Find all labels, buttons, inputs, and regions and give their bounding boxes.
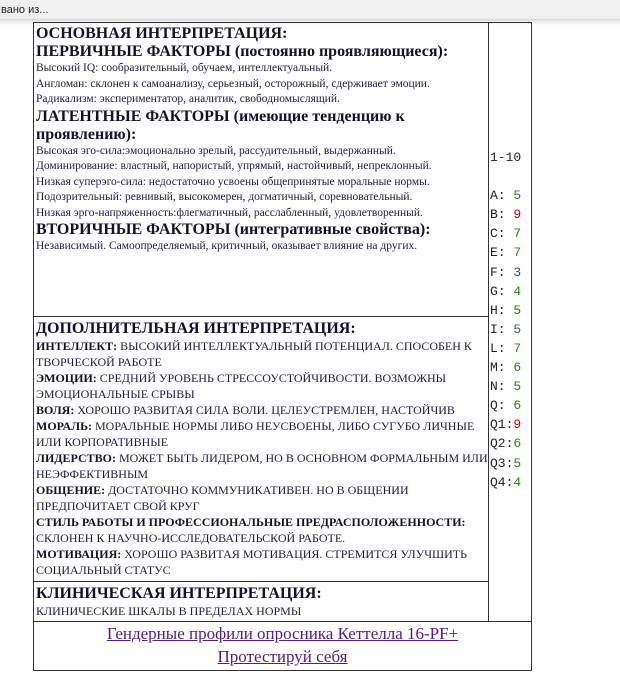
additional-item-morals <box>36 418 488 450</box>
score-value: 6 <box>513 360 522 376</box>
score-value: 6 <box>513 398 522 414</box>
primary-factor: Радикализм: экспериментатор, аналитик, свободномыслящий. <box>36 93 340 105</box>
latent-factor: Низкая суперэго-сила: недостаточно усвоены общепринятые моральные нормы. <box>36 175 430 188</box>
score-row <box>490 243 521 262</box>
clinical-heading: КЛИНИЧЕСКАЯ ИНТЕРПРЕТАЦИЯ: <box>36 585 322 602</box>
gender-profiles-link[interactable]: Гендерные профили опросника Кеттелла 16-PF+ <box>106 624 459 643</box>
item-label: СТИЛЬ РАБОТЫ И ПРОФЕССИОНАЛЬНЫЕ ПРЕДРАСПОЛОЖЕННОСТИ: <box>36 515 466 529</box>
score-value: 6 <box>513 436 522 452</box>
score-label: E: <box>490 245 506 261</box>
scores-list <box>490 186 521 492</box>
item-label: ЛИДЕРСТВО: <box>36 451 117 465</box>
additional-item-leadership <box>36 450 488 482</box>
score-label: F: <box>490 264 506 280</box>
score-label: Q4: <box>490 474 514 490</box>
score-value: 5 <box>513 455 522 471</box>
item-text: СРЕДНИЙ УРОВЕНЬ СТРЕССОУСТОЙЧИВОСТИ. ВОЗМОЖНЫ ЭМОЦИОНАЛЬНЫЕ СРЫВЫ <box>36 371 447 401</box>
additional-list <box>36 338 488 578</box>
score-label: Q1: <box>490 417 514 433</box>
item-label: ИНТЕЛЛЕКТ: <box>36 339 118 353</box>
score-value: 5 <box>513 188 522 204</box>
basic-heading: ОСНОВНАЯ ИНТЕРПРЕТАЦИЯ: <box>36 25 288 42</box>
score-label: Q2: <box>490 436 514 452</box>
score-label: M: <box>490 360 506 376</box>
score-value: 7 <box>513 245 522 261</box>
status-text: вано из... <box>1 4 49 16</box>
secondary-factors-text: Независимый. Самоопределяемый, критичный, оказывает влияние на других. <box>36 240 418 252</box>
scores-spacer <box>490 167 521 186</box>
additional-heading: ДОПОЛНИТЕЛЬНАЯ ИНТЕРПРЕТАЦИЯ: <box>36 320 356 337</box>
score-value: 3 <box>513 264 522 280</box>
latent-factors-heading: ЛАТЕНТНЫЕ ФАКТОРЫ (имеющие тенденцию к проявлению): <box>36 107 405 143</box>
footer-links <box>33 622 532 668</box>
score-label: Q: <box>490 398 506 414</box>
score-label: Q3: <box>490 455 514 471</box>
score-row <box>490 377 521 396</box>
item-text: СКЛОНЕН К НАУЧНО-ИССЛЕДОВАТЕЛЬСКОЙ РАБОТЕ. <box>36 531 346 545</box>
scores-column <box>490 148 521 492</box>
scores-range-label: 1-10 <box>490 150 522 165</box>
score-label: I: <box>490 321 506 337</box>
primary-factor: Англоман: склонен к самоанализу, серьезный, осторожный, сдерживает эмоции. <box>36 77 430 90</box>
item-text: ХОРОШО РАЗВИТАЯ МОТИВАЦИЯ. СТРЕМИТСЯ УЛУЧШИТЬ СОЦИАЛЬНЫЙ СТАТУС <box>36 547 467 577</box>
additional-interpretation <box>36 320 488 578</box>
score-label: B: <box>490 207 506 223</box>
additional-item-communication <box>36 482 488 514</box>
score-row <box>490 454 521 473</box>
basic-interpretation <box>36 25 488 255</box>
score-row <box>490 263 521 282</box>
score-label: N: <box>490 379 506 395</box>
score-row <box>490 282 521 301</box>
score-value: 4 <box>513 283 522 299</box>
score-row <box>490 301 521 320</box>
additional-item-emotions <box>36 370 488 402</box>
score-row <box>490 205 521 224</box>
score-row <box>490 320 521 339</box>
score-value: 4 <box>513 474 522 490</box>
latent-factor: Высокая эго-сила:эмоционально зрелый, рассудительный, выдержанный. <box>36 144 396 157</box>
score-row <box>490 224 521 243</box>
score-label: C: <box>490 226 506 242</box>
divider-additional <box>33 581 489 582</box>
item-label: МОРАЛЬ: <box>36 419 92 433</box>
item-label: МОТИВАЦИЯ: <box>36 547 122 561</box>
score-value: 7 <box>513 226 522 242</box>
score-row <box>490 186 521 205</box>
clinical-text: КЛИНИЧЕСКИЕ ШКАЛЫ В ПРЕДЕЛАХ НОРМЫ <box>36 604 302 618</box>
item-label: ЭМОЦИИ: <box>36 371 97 385</box>
primary-factors-heading: ПЕРВИЧНЫЕ ФАКТОРЫ (постоянно проявляющиеся): <box>36 43 449 60</box>
item-text: ХОРОШО РАЗВИТАЯ СИЛА ВОЛИ. ЦЕЛЕУСТРЕМЛЕН, НАСТОЙЧИВ <box>74 403 455 417</box>
score-label: A: <box>490 188 506 204</box>
latent-factor: Доминирование: властный, напористый, упрямый, настойчивый, непреклонный. <box>36 160 432 172</box>
latent-factors-list <box>36 144 488 222</box>
primary-factors-list <box>36 61 488 108</box>
score-label: G: <box>490 283 506 299</box>
item-label: ВОЛЯ: <box>36 403 75 417</box>
score-label: H: <box>490 302 506 318</box>
clinical-interpretation <box>36 585 488 619</box>
primary-factor: Высокий IQ: сообразительный, обучаем, интеллектуальный. <box>36 62 333 74</box>
score-row <box>490 473 521 492</box>
secondary-factors-heading: ВТОРИЧНЫЕ ФАКТОРЫ (интегративные свойства): <box>36 221 431 238</box>
additional-item-motivation <box>36 546 488 578</box>
item-text: ДОСТАТОЧНО КОММУНИКАТИВЕН. НО В ОБЩЕНИИ ПРЕДПОЧИТАЕТ СВОЙ КРУГ <box>36 483 409 513</box>
take-test-link[interactable]: Протестируй себя <box>217 647 348 666</box>
latent-factor: Низкая эрго-напряженность:флегматичный, расслабленный, удовлетворенный. <box>36 206 423 219</box>
score-value: 5 <box>513 321 522 337</box>
score-value: 5 <box>513 302 522 318</box>
item-text: ВЫСОКИЙ ИНТЕЛЛЕКТУАЛЬНЫЙ ПОТЕНЦИАЛ. СПОСОБЕН К ТВОРЧЕСКОЙ РАБОТЕ <box>36 339 472 369</box>
additional-item-intellect <box>36 338 488 370</box>
score-row <box>490 434 521 453</box>
score-value: 9 <box>513 417 522 433</box>
score-row <box>490 396 521 415</box>
latent-factor: Подозрительный: ревнивый, высокомерен, догматичный, соревновательный. <box>36 191 413 203</box>
item-label: ОБЩЕНИЕ: <box>36 483 106 497</box>
score-value: 7 <box>513 340 522 356</box>
score-label: L: <box>490 340 506 356</box>
score-value: 9 <box>513 207 522 223</box>
score-row <box>490 415 521 434</box>
score-row <box>490 339 521 358</box>
status-bar <box>0 0 620 20</box>
score-row <box>490 358 521 377</box>
additional-item-will <box>36 402 488 418</box>
score-value: 5 <box>513 379 522 395</box>
divider-basic <box>33 316 489 317</box>
item-text: МОРАЛЬНЫЕ НОРМЫ ЛИБО НЕУСВОЕНЫ, ЛИБО СУГУБО ЛИЧНЫЕ ИЛИ КОРПОРАТИВНЫЕ <box>36 419 475 449</box>
additional-item-work-style <box>36 514 488 546</box>
item-text: МОЖЕТ БЫТЬ ЛИДЕРОМ, НО В ОСНОВНОМ ФОРМАЛЬНЫМ ИЛИ НЕЭФФЕКТИВНЫМ <box>36 451 488 481</box>
